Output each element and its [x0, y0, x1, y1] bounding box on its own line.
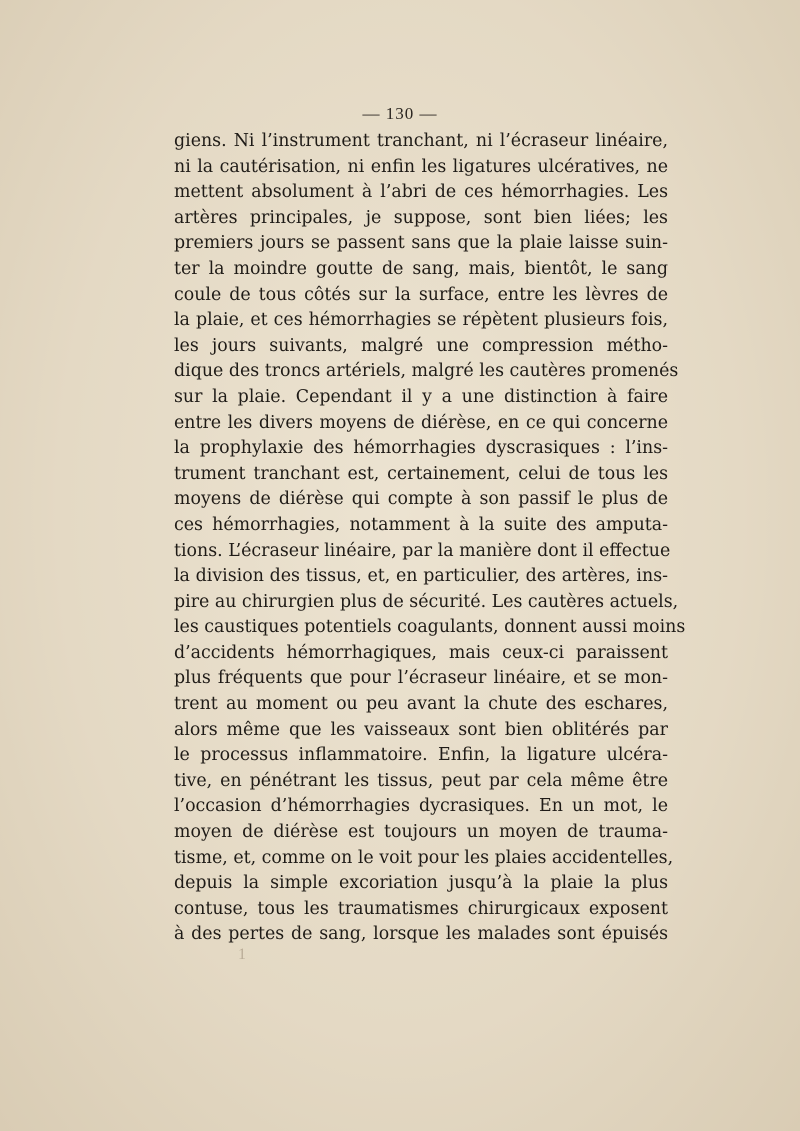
text-line: premiers jours se passent sans que la plaie laisse suin-: [174, 233, 668, 254]
text-line: d’accidents hémorrhagiques, mais ceux-ci paraissent: [174, 642, 668, 663]
page-number: — 130 —: [362, 104, 438, 123]
text-line: les jours suivants, malgré une compression métho-: [174, 335, 668, 356]
text-line: plus fréquents que pour l’écraseur linéaire, et se mon-: [174, 668, 668, 689]
text-line: trent au moment ou peu avant la chute des eschares,: [174, 694, 668, 715]
text-line: tions. L’écraseur linéaire, par la manière dont il effectue: [174, 540, 671, 561]
text-line: ni la cautérisation, ni enfin les ligatures ulcératives, ne: [174, 156, 668, 177]
text-line: depuis la simple excoriation jusqu’à la plaie la plus: [174, 873, 668, 894]
text-line: entre les divers moyens de diérèse, en ce qui concerne: [174, 412, 668, 433]
text-line: trument tranchant est, certainement, celui de tous les: [174, 463, 668, 484]
text-line: à des pertes de sang, lorsque les malades sont épuisés: [174, 924, 668, 945]
text-line: artères principales, je suppose, sont bien liées; les: [174, 207, 668, 228]
text-line: contuse, tous les traumatismes chirurgicaux exposent: [174, 898, 668, 919]
signature-mark: 1: [238, 946, 246, 963]
text-line: la division des tissus, et, en particulier, des artères, ins-: [174, 566, 668, 587]
text-line: la plaie, et ces hémorrhagies se répètent plusieurs fois,: [174, 310, 668, 331]
text-line: ter la moindre goutte de sang, mais, bientôt, le sang: [174, 258, 668, 279]
text-line: le processus inflammatoire. Enfin, la ligature ulcéra-: [174, 745, 668, 766]
text-line: l’occasion d’hémorrhagies dycrasiques. En un mot, le: [174, 796, 668, 817]
text-line: les caustiques potentiels coagulants, donnent aussi moins: [174, 617, 686, 638]
text-line: coule de tous côtés sur la surface, entre les lèvres de: [174, 284, 668, 305]
text-line: moyens de diérèse qui compte à son passif le plus de: [174, 489, 668, 510]
body-text: [174, 129, 686, 948]
text-line: moyen de diérèse est toujours un moyen de trauma-: [174, 822, 668, 843]
text-line: tisme, et, comme on le voit pour les plaies accidentelles,: [174, 847, 674, 868]
text-line: dique des troncs artériels, malgré les cautères promenés: [174, 361, 679, 382]
text-line: pire au chirurgien plus de sécurité. Les cautères actuels,: [174, 591, 679, 612]
text-line: sur la plaie. Cependant il y a une distinction à faire: [174, 386, 668, 407]
text-line: tive, en pénétrant les tissus, peut par cela même être: [174, 770, 668, 791]
text-line: mettent absolument à l’abri de ces hémorrhagies. Les: [174, 182, 668, 203]
text-line: giens. Ni l’instrument tranchant, ni l’écraseur linéaire,: [174, 131, 668, 151]
text-line: la prophylaxie des hémorrhagies dyscrasiques : l’ins-: [174, 438, 668, 459]
text-line: ces hémorrhagies, notamment à la suite des amputa-: [174, 514, 668, 535]
text-line: alors même que les vaisseaux sont bien oblitérés par: [174, 719, 668, 740]
